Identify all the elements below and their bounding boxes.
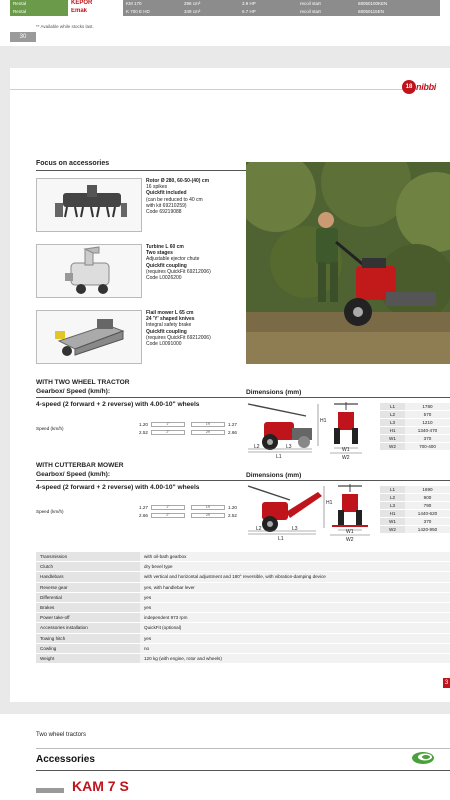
accessory-rotor [36, 178, 246, 232]
accessory-name: Turbine L 60 cm [146, 244, 184, 250]
flail-mower-description [146, 310, 246, 347]
header-rule [10, 89, 405, 90]
dimension-key: W1 [380, 518, 405, 525]
section-rule [36, 170, 246, 171]
table-cell: 349 cm³ [181, 8, 239, 16]
spec-key: Differential [36, 593, 140, 602]
category-label: Two wheel tractors [36, 732, 87, 738]
spec-key: Weight [36, 654, 140, 663]
dimension-key: L3 [380, 419, 405, 426]
table-cell: 68050100KEN [355, 0, 440, 8]
model-title: KAM 7 S [72, 778, 129, 794]
dimension-key: W2 [380, 443, 405, 450]
spec-key: Transmission [36, 552, 140, 561]
table-cell: Rental [10, 8, 68, 16]
dimension-value: 1780 [405, 403, 450, 410]
spec-value: yes [140, 603, 450, 612]
table-row [380, 419, 450, 427]
mower-block-title: WITH CUTTERBAR MOWER [36, 462, 124, 469]
flail-mower-image [36, 310, 142, 364]
speed-reverse: 1.20 [228, 504, 237, 510]
table-row [36, 634, 450, 644]
speed-reverse: 1.27 [228, 421, 237, 427]
rotor-illustration [37, 179, 141, 231]
table-row [380, 486, 450, 494]
mower-block-subtitle: Gearbox/ Speed (km/h): [36, 471, 111, 478]
accessory-detail: Two stages [146, 250, 173, 257]
spec-key: Accessories installation [36, 623, 140, 632]
table-row [36, 552, 450, 562]
mower-dimensions-table [380, 486, 450, 534]
section-rule [246, 480, 450, 481]
speed-forward: 2.52 [139, 429, 148, 435]
dimension-value: 900 [405, 494, 450, 501]
spec-key: Cowling [36, 644, 140, 653]
turbine-image [36, 244, 142, 298]
spec-key: Power take-off [36, 613, 140, 622]
label-h1: H1 [326, 500, 333, 506]
label-l2: L2 [256, 526, 262, 532]
section-rule [246, 397, 450, 398]
accessory-detail: Quickfit coupling [146, 262, 187, 269]
section-heading: Accessories [36, 754, 95, 765]
spec-key: Reverse gear [36, 583, 140, 592]
accessory-code: Code 69219088 [146, 209, 182, 216]
tractor-gearbox: 4-speed (2 forward + 2 reverse) with 4.00-10" wheels [36, 401, 200, 408]
speed-row [136, 428, 248, 436]
dimension-key: W2 [380, 526, 405, 533]
dimension-key: H1 [380, 427, 405, 434]
table-row [36, 593, 450, 603]
label-w1: W1 [346, 529, 354, 535]
flail-mower-illustration [37, 311, 141, 363]
table-row [380, 502, 450, 510]
accessory-detail: 24 'Y' shaped knives [146, 316, 195, 323]
table-row [380, 518, 450, 526]
table-row [10, 0, 440, 8]
dimension-key: W1 [380, 435, 405, 442]
spec-value: QuickFit (optional) [140, 623, 450, 632]
next-page-fragment [0, 714, 450, 800]
dimension-value: 1210 [405, 419, 450, 426]
gear-reverse: 1R [191, 422, 225, 427]
model-marker [36, 788, 64, 793]
dimension-value: 1690 [405, 486, 450, 493]
tractor-block-title: WITH TWO WHEEL TRACTOR [36, 379, 130, 386]
dimension-key: L3 [380, 502, 405, 509]
mower-dimension-diagram [246, 482, 380, 542]
label-l2: L2 [254, 444, 260, 450]
table-row [380, 443, 450, 451]
tractor-dimensions-table [380, 403, 450, 451]
table-row [380, 427, 450, 435]
gear-forward: 1° [151, 505, 185, 510]
dimension-value: 1440-620 [405, 510, 450, 517]
leaf-logo-icon [410, 750, 436, 766]
accessory-detail: Quickfit coupling [146, 328, 187, 335]
rotor-description [146, 178, 246, 215]
label-h1: H1 [320, 418, 327, 424]
spec-value: yes [140, 593, 450, 602]
tractor-dimension-diagram [246, 400, 380, 460]
mower-side-view [246, 482, 380, 542]
accessory-code: Code L0091000 [146, 341, 182, 348]
catalog-page [10, 68, 450, 702]
label-l1: L1 [278, 536, 284, 542]
dimension-value: 1340-470 [405, 427, 450, 434]
table-row [380, 435, 450, 443]
table-row [380, 411, 450, 419]
table-cell: KM 170 [123, 0, 181, 8]
spec-value: yes [140, 634, 450, 643]
spec-value: no [140, 644, 450, 653]
brand-leaf-icon [410, 750, 436, 766]
spec-value: independent 973 rpm [140, 613, 450, 622]
dimension-key: L2 [380, 411, 405, 418]
accessory-detail: Adjustable ejector chute [146, 256, 200, 263]
accessory-flail-mower [36, 310, 246, 364]
table-cell: K 700 E HD [123, 8, 181, 16]
spec-value: 120 kg (with engine, rotor and wheels) [140, 654, 450, 663]
section-rule [36, 770, 450, 771]
dimension-key: L2 [380, 494, 405, 501]
table-cell: 6.7 HP [239, 8, 297, 16]
table-row [380, 403, 450, 411]
dimension-value: 1420-950 [405, 526, 450, 533]
section-rule [36, 480, 246, 481]
table-cell: recoil start [297, 8, 355, 16]
header-rule [36, 748, 450, 749]
accessory-detail: 16 spikes [146, 184, 168, 191]
tractor-block-subtitle: Gearbox/ Speed (km/h): [36, 388, 111, 395]
table-cell: 296 cm³ [181, 0, 239, 8]
table-row [10, 8, 440, 16]
table-row [36, 562, 450, 572]
accessory-name: Rotor Ø 280, 60-50-(40) cm [146, 178, 210, 184]
label-l1: L1 [276, 454, 282, 460]
accessory-detail: (requires QuickFit 69212006) [146, 268, 211, 275]
rotor-image [36, 178, 142, 232]
spec-value: dry bevel type [140, 562, 450, 571]
accessory-detail: with kit 69210259) [146, 202, 187, 209]
table-row [36, 603, 450, 613]
dimension-value: 570 [405, 411, 450, 418]
tractor-speed-table [136, 420, 248, 436]
table-cell: Rental [10, 0, 68, 8]
section-rule [36, 397, 246, 398]
accessory-detail: (requires QuickFit 69212006) [146, 334, 211, 341]
dimension-value: 700-400 [405, 443, 450, 450]
accessory-detail: Integral safety brake [146, 322, 192, 329]
tractor-side-view [246, 400, 380, 460]
product-table-fragment [10, 0, 440, 16]
speed-row [136, 420, 248, 428]
speed-label: Speed (km/h) [36, 426, 64, 431]
spec-value: with oil-bath gearbox [140, 552, 450, 561]
spec-key: Brakes [36, 603, 140, 612]
accessory-detail: Quickfit included [146, 190, 187, 197]
speed-forward: 1.27 [139, 504, 148, 510]
mower-speed-table [136, 503, 248, 519]
spec-key: Handlebars [36, 572, 140, 581]
table-row [380, 510, 450, 518]
accessory-name: Flail mower L 65 cm [146, 310, 194, 316]
table-row [36, 583, 450, 593]
previous-page-fragment [0, 0, 450, 46]
page-number-tab: 3 [444, 680, 449, 686]
gear-forward: 2° [151, 513, 185, 518]
logo-word: nibbi [416, 82, 436, 92]
focus-title: Focus on accessories [36, 160, 110, 167]
turbine-description [146, 244, 246, 281]
brand-cell: Emak [68, 8, 123, 16]
table-row [36, 613, 450, 623]
spec-value: yes, with handlebar lever [140, 583, 450, 592]
table-cell: 3.9 HP [239, 0, 297, 8]
vineyard-photo [246, 162, 450, 364]
dimension-value: 370 [405, 435, 450, 442]
gear-forward: 1° [151, 422, 185, 427]
accessory-turbine [36, 244, 246, 298]
spec-key: Clutch [36, 562, 140, 571]
gear-reverse: 1R [191, 505, 225, 510]
table-row [36, 572, 450, 582]
page-number: 30 [10, 32, 36, 42]
table-cell: recoil start [297, 0, 355, 8]
label-w2: W2 [342, 455, 350, 460]
turbine-illustration [37, 245, 141, 297]
table-row [380, 494, 450, 502]
table-row [36, 654, 450, 664]
dimension-key: L1 [380, 486, 405, 493]
accessory-code: Code L0026200 [146, 275, 182, 282]
speed-row [136, 503, 248, 511]
tractor-dimensions-title: Dimensions (mm) [246, 389, 302, 396]
label-l3: L3 [292, 526, 298, 532]
table-cell: 68050115EN [355, 8, 440, 16]
gear-reverse: 2R [191, 430, 225, 435]
nibbi-logo [402, 80, 442, 96]
label-w2: W2 [346, 537, 354, 542]
logo-badge: 18 [402, 80, 416, 94]
dimension-key: L1 [380, 403, 405, 410]
specifications-table [36, 552, 450, 664]
table-row [36, 623, 450, 633]
dimension-value: 370 [405, 518, 450, 525]
spec-key: Towing hitch [36, 634, 140, 643]
operator-with-tractor-photo [246, 162, 450, 364]
availability-note: ** Available while stocks last. [36, 24, 94, 29]
label-l3: L3 [286, 444, 292, 450]
speed-forward: 1.20 [139, 421, 148, 427]
speed-label: Speed (km/h) [36, 509, 64, 514]
brand-cell: KEPOR [68, 0, 123, 8]
mower-dimensions-title: Dimensions (mm) [246, 472, 302, 479]
spec-value: with vertical and horizontal adjustment and 180° reversible, with vibration-damping device [140, 572, 450, 581]
mower-gearbox: 4-speed (2 forward + 2 reverse) with 4.00-10" wheels [36, 484, 200, 491]
speed-forward: 2.66 [139, 512, 148, 518]
table-row [36, 644, 450, 654]
gear-forward: 2° [151, 430, 185, 435]
dimension-value: 790 [405, 502, 450, 509]
table-row [380, 526, 450, 534]
dimension-key: H1 [380, 510, 405, 517]
accessory-detail: (can be reduced to 40 cm [146, 196, 203, 203]
speed-row [136, 511, 248, 519]
speed-reverse: 2.52 [228, 512, 237, 518]
label-w1: W1 [342, 447, 350, 453]
gear-reverse: 2R [191, 513, 225, 518]
speed-reverse: 2.66 [228, 429, 237, 435]
